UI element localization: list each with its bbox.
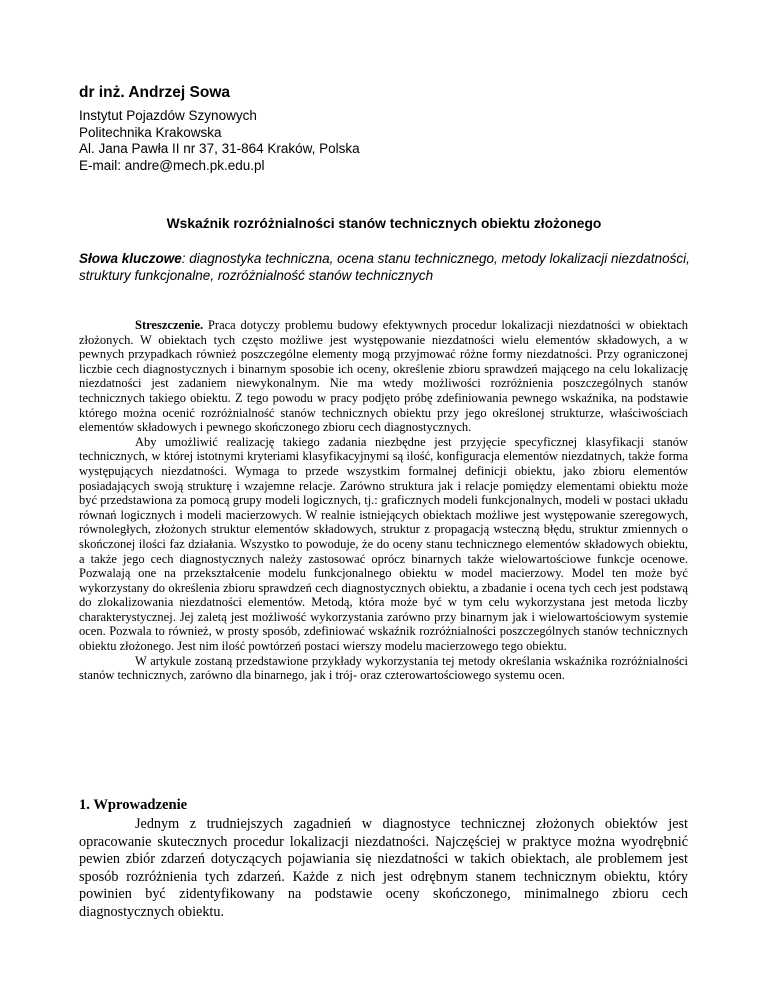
author-affiliation (79, 108, 360, 174)
abstract-paragraph: Aby umożliwić realizację takiego zadania niezbędne jest przyjęcie specyficznej klasyfikacji stanów technicznych, w której istotnymi kryteriami klasyfikacyjnymi są ilość, konfiguracja elementów niezdatnych, także forma występujących niezdatności. Wymaga to przede wszystkim formalnej definicji obiektu, jako zbioru elementów posiadających swoją strukturę i wzajemne relacje. Zarówno struktura jak i relacje pomiędzy elementami obiektu może być przedstawiona za pomocą grupy modeli logicznych, tj.: graficznych modeli funkcjonalnych, modeli w postaci układu równań logicznych i modeli macierzowych. W realnie istniejących obiektach możliwe jest występowanie szeregowych, równoległych, złożonych struktur elementów składowych, struktur z propagacją wsteczną błędu, struktur zmiennych o skończonej ilości faz działania. Wszystko to powoduje, że do oceny stanu technicznego elementów składowych obiektu, a także jego cech diagnostycznych należy zastosować oprócz binarnych także wielowartościowe funkcje ocenowe. Pozwalają one na przekształcenie modelu funkcjonalnego obiektu w model macierzowy. Model ten może być wykorzystany do określenia zbioru sprawdzeń cech diagnostycznych obiektu, a zbadanie i ocena tych cech jest podstawą do zlokalizowania niezdatności elementów. Metodą, która może być w tym celu wykorzystana jest metoda liczby charakterystycznej. Jej zaletą jest możliwość wykorzystania zarówno przy binarnym jak i wielowartościowym systemie ocen. Pozwala to również, w prosty sposób, zdefiniować wskaźnik rozróżnialności poszczególnych stanów technicznych obiektu złożonego. Jest nim ilość powtórzeń postaci wierszy modelu macierzowego tego obiektu. (79, 434, 688, 654)
abstract-text-1: Praca dotyczy problemu budowy efektywnych procedur lokalizacji niezdatności w obiektach złożonych. W obiektach tych często możliwe jest występowanie niezdatności wielu elementów składowych, a w pewnych przypadkach również poszczególne elementy mogą przyjmować różne formy niezdatności. Przy ograniczonej liczbie cech diagnostycznych i binarnym sposobie ich oceny, określenie zbioru sprawdzeń mającego na celu lokalizację niezdatności jest zadaniem niewykonalnym. Nie ma wtedy możliwości rozróżnienia poszczególnych stanów technicznych takiego obiektu. Z tego powodu w pracy podjęto próbę zdefiniowania pewnego wskaźnika, na podstawie którego można ocenić rozróżnialność stanów technicznych obiektu przy jego określonej strukturze, właściwościach elementów składowych i pewnego skończonego zbioru cech diagnostycznych. (79, 318, 688, 435)
abstract (79, 318, 688, 683)
section-paragraph: Jednym z trudniejszych zagadnień w diagnostyce technicznej złożonych obiektów jest opracowanie skutecznych procedur lokalizacji niezdatności. Najczęściej w praktyce można wyodrębnić pewien zbiór zdarzeń dotyczących pojawiania się niezdatności w takich obiektach, ale problemem jest sposób rozróżnienia tych zdarzeń. Każde z nich jest odrębnym stanem technicznym obiektu, który powinien być zidentyfikowany na podstawie oceny skończonego, minimalnego zbioru cech diagnostycznych obiektu. (79, 816, 688, 920)
affiliation-email: E-mail: andre@mech.pk.edu.pl (79, 157, 265, 173)
author-name: dr inż. Andrzej Sowa (79, 84, 230, 101)
affiliation-institute: Instytut Pojazdów Szynowych (79, 108, 257, 123)
keywords-label: Słowa kluczowe (79, 251, 182, 266)
paper-title: Wskaźnik rozróżnialności stanów technicznych obiektu złożonego (166, 216, 602, 231)
affiliation-address: Al. Jana Pawła II nr 37, 31-864 Kraków, Polska (79, 141, 360, 156)
keywords (79, 250, 691, 284)
keywords-text: : diagnostyka techniczna, ocena stanu technicznego, metody lokalizacji niezdatności, struktury funkcjonalne, rozróżnialność stanów technicznych (79, 251, 690, 283)
affiliation-university: Politechnika Krakowska (79, 124, 222, 140)
abstract-paragraph (79, 318, 688, 435)
section-heading: 1. Wprowadzenie (79, 797, 188, 813)
abstract-label: Streszczenie. (135, 318, 204, 332)
abstract-paragraph: W artykule zostaną przedstawione przykłady wykorzystania tej metody określania wskaźnika rozróżnialności stanów technicznych, zarówno dla binarnego, jak i trój- oraz czterowartościowego systemu ocen. (79, 653, 688, 683)
